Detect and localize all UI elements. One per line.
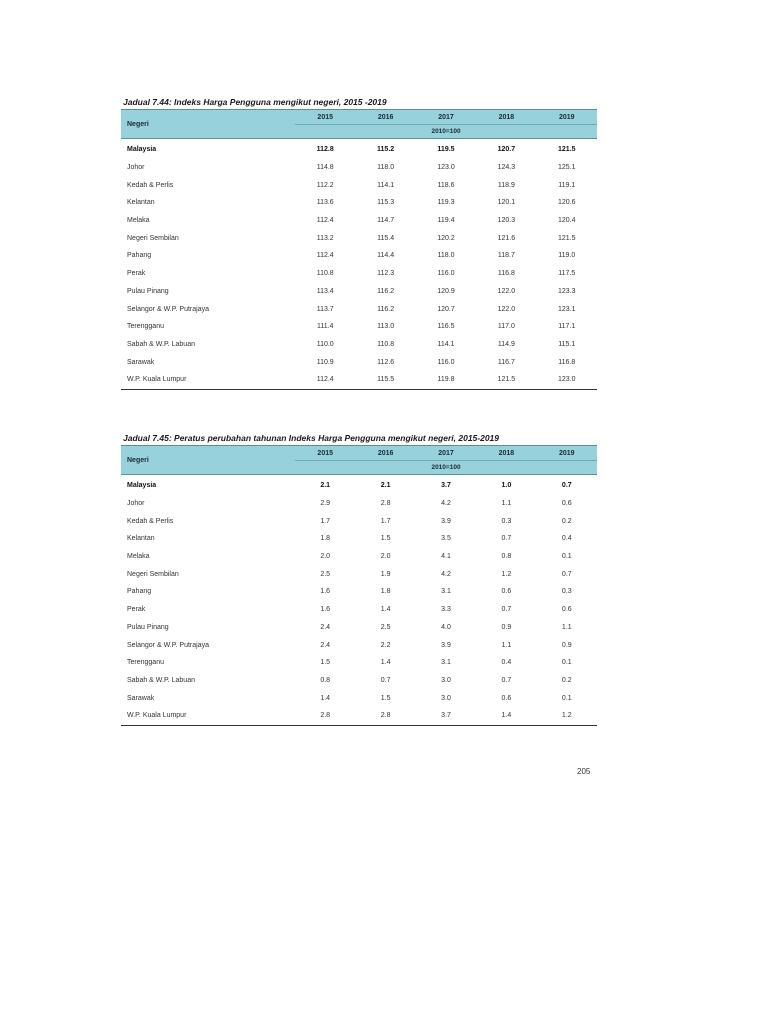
state-name: Sarawak xyxy=(127,694,155,702)
cpi-change-table xyxy=(121,432,597,726)
value-cell-2019: 0.6 xyxy=(561,606,572,614)
value-cell-2019: 121.5 xyxy=(558,146,576,154)
base-year-label: 2010=100 xyxy=(295,125,597,139)
value-cell-2016: 113.0 xyxy=(377,323,395,331)
state-name: Negeri Sembilan xyxy=(127,570,179,578)
value-cell-2019: 0.3 xyxy=(561,588,572,596)
value-cell-2015: 2.9 xyxy=(320,500,331,508)
value-cell-2017: 4.2 xyxy=(441,570,451,578)
value-cell-2017: 123.0 xyxy=(437,164,455,172)
value-cell-2019: 125.1 xyxy=(558,164,576,172)
table-row xyxy=(121,672,597,690)
value-cell-2018: 120.3 xyxy=(497,217,516,225)
value-cell-2015: 2.5 xyxy=(320,570,331,578)
value-cell-2015: 112.8 xyxy=(316,146,334,154)
value-cell-2019: 117.1 xyxy=(558,323,576,331)
year-header: 2017 xyxy=(416,446,476,461)
cpi-index-table xyxy=(121,96,597,390)
value-cell-2015: 1.4 xyxy=(320,694,331,702)
value-cell-2015: 2.4 xyxy=(320,623,331,631)
state-name: Malaysia xyxy=(127,482,157,490)
value-cell-2015: 110.0 xyxy=(316,340,334,348)
year-header: 2015 xyxy=(295,110,355,125)
value-cell-2016: 1.4 xyxy=(380,606,391,614)
data-table xyxy=(121,109,597,390)
table-row xyxy=(121,353,597,371)
state-name: W.P. Kuala Lumpur xyxy=(121,707,295,725)
value-cell-2016: 0.7 xyxy=(380,676,391,684)
value-cell-2015: 1.8 xyxy=(320,535,331,543)
state-name: Melaka xyxy=(127,217,150,225)
value-cell-2016: 115.4 xyxy=(377,234,395,242)
value-cell-2015: 113.6 xyxy=(316,199,334,207)
value-cell-2016: 2.1 xyxy=(380,482,391,490)
table-row xyxy=(121,247,597,265)
table-caption: Jadual 7.44: Indeks Harga Pengguna mengikut negeri, 2015 -2019 xyxy=(123,97,387,107)
value-cell-2018: 117.0 xyxy=(497,323,515,331)
value-cell-2018: 1.2 xyxy=(501,570,512,578)
value-cell-2016: 115.3 xyxy=(377,199,395,207)
state-name: Sarawak xyxy=(127,358,155,366)
value-cell-2016: 115.5 xyxy=(355,371,415,389)
value-cell-2018: 1.0 xyxy=(501,482,512,490)
value-cell-2018: 1.1 xyxy=(501,500,512,508)
state-name: Negeri Sembilan xyxy=(127,234,179,242)
page-number: 205 xyxy=(577,767,591,776)
value-cell-2015: 2.8 xyxy=(295,707,355,725)
state-name: Pulau Pinang xyxy=(127,287,169,295)
value-cell-2019: 0.4 xyxy=(561,535,572,543)
table-row xyxy=(121,265,597,283)
value-cell-2019: 119.0 xyxy=(558,252,576,260)
value-cell-2016: 118.0 xyxy=(377,164,395,172)
row-header: Negeri xyxy=(121,446,295,475)
value-cell-2016: 2.2 xyxy=(380,641,391,649)
year-header: 2018 xyxy=(476,110,536,125)
value-cell-2018: 122.0 xyxy=(497,305,516,313)
value-cell-2018: 120.7 xyxy=(497,146,516,154)
value-cell-2018: 0.4 xyxy=(501,659,512,667)
value-cell-2015: 112.4 xyxy=(316,252,334,260)
value-cell-2017: 116.0 xyxy=(437,358,455,366)
state-name: Terengganu xyxy=(127,659,164,667)
table-caption: Jadual 7.45: Peratus perubahan tahunan Indeks Harga Pengguna mengikut negeri, 2015-2019 xyxy=(123,433,500,443)
table-row xyxy=(121,371,597,389)
value-cell-2017: 120.7 xyxy=(437,305,455,313)
table-body xyxy=(121,475,597,726)
table-row xyxy=(121,512,597,530)
value-cell-2018: 122.0 xyxy=(497,287,516,295)
value-cell-2017: 3.3 xyxy=(441,606,451,614)
value-cell-2017: 3.0 xyxy=(441,694,451,702)
value-cell-2016: 114.1 xyxy=(377,181,395,189)
value-cell-2015: 0.8 xyxy=(320,676,331,684)
table-row xyxy=(121,619,597,637)
value-cell-2017: 3.1 xyxy=(441,588,451,596)
value-cell-2015: 114.8 xyxy=(316,164,334,172)
value-cell-2018: 121.6 xyxy=(497,234,516,242)
value-cell-2015: 110.8 xyxy=(316,270,334,278)
value-cell-2015: 110.9 xyxy=(316,358,334,366)
value-cell-2017: 120.2 xyxy=(437,234,455,242)
value-cell-2015: 1.5 xyxy=(320,659,331,667)
value-cell-2018: 120.1 xyxy=(497,199,516,207)
table-body xyxy=(121,139,597,390)
value-cell-2016: 114.7 xyxy=(377,217,395,225)
state-name: Pahang xyxy=(127,252,152,260)
table-row xyxy=(121,495,597,513)
value-cell-2019: 0.6 xyxy=(561,500,572,508)
value-cell-2015: 113.7 xyxy=(316,305,334,313)
value-cell-2018: 0.8 xyxy=(501,553,512,561)
value-cell-2017: 4.0 xyxy=(441,623,451,631)
table-row xyxy=(121,689,597,707)
value-cell-2019: 0.1 xyxy=(561,694,572,702)
year-header: 2019 xyxy=(537,446,597,461)
table-row xyxy=(121,139,597,159)
value-cell-2017: 116.5 xyxy=(437,323,455,331)
value-cell-2019: 117.5 xyxy=(558,270,576,278)
value-cell-2015: 113.4 xyxy=(316,287,334,295)
state-name: Malaysia xyxy=(127,146,157,154)
value-cell-2017: 118.6 xyxy=(437,181,455,189)
year-header: 2016 xyxy=(355,110,415,125)
state-name: Melaka xyxy=(127,553,150,561)
table-row xyxy=(121,530,597,548)
value-cell-2016: 2.8 xyxy=(380,500,391,508)
value-cell-2016: 112.6 xyxy=(377,358,395,366)
value-cell-2015: 2.0 xyxy=(320,553,331,561)
value-cell-2018: 116.8 xyxy=(497,270,515,278)
value-cell-2017: 119.3 xyxy=(437,199,455,207)
state-name: Kedah & Perlis xyxy=(127,517,174,525)
year-header: 2015 xyxy=(295,446,355,461)
value-cell-2017: 3.9 xyxy=(441,517,451,525)
value-cell-2019: 0.2 xyxy=(561,676,572,684)
table-row xyxy=(121,336,597,354)
table-row xyxy=(121,707,597,725)
value-cell-2019: 0.1 xyxy=(561,553,572,561)
state-name: Perak xyxy=(127,270,146,278)
value-cell-2016: 116.2 xyxy=(377,287,395,295)
value-cell-2016: 1.4 xyxy=(380,659,391,667)
state-name: Selangor & W.P. Putrajaya xyxy=(127,641,209,649)
value-cell-2016: 1.7 xyxy=(380,517,391,525)
table-row xyxy=(121,475,597,495)
year-header: 2017 xyxy=(416,110,476,125)
value-cell-2017: 116.0 xyxy=(437,270,455,278)
data-table xyxy=(121,445,597,726)
value-cell-2015: 2.1 xyxy=(320,482,331,490)
state-name: Terengganu xyxy=(127,323,164,331)
value-cell-2015: 112.4 xyxy=(316,217,334,225)
value-cell-2015: 113.2 xyxy=(316,234,334,242)
value-cell-2017: 3.7 xyxy=(416,707,476,725)
value-cell-2016: 2.5 xyxy=(380,623,391,631)
value-cell-2016: 2.0 xyxy=(380,553,391,561)
value-cell-2017: 4.2 xyxy=(441,500,451,508)
state-name: Pahang xyxy=(127,588,152,596)
state-name: Kelantan xyxy=(127,199,155,207)
value-cell-2018: 118.7 xyxy=(497,252,515,260)
value-cell-2018: 114.9 xyxy=(497,340,515,348)
value-cell-2016: 112.3 xyxy=(377,270,395,278)
value-cell-2017: 3.5 xyxy=(441,535,451,543)
state-name: Pulau Pinang xyxy=(127,623,169,631)
value-cell-2017: 114.1 xyxy=(437,340,455,348)
value-cell-2019: 123.3 xyxy=(558,287,576,295)
value-cell-2019: 120.4 xyxy=(558,217,576,225)
value-cell-2019: 123.1 xyxy=(558,305,576,313)
base-year-label: 2010=100 xyxy=(295,461,597,475)
value-cell-2018: 0.3 xyxy=(501,517,512,525)
value-cell-2015: 2.4 xyxy=(320,641,331,649)
value-cell-2017: 4.1 xyxy=(441,553,451,561)
value-cell-2018: 121.5 xyxy=(476,371,536,389)
value-cell-2017: 119.8 xyxy=(416,371,476,389)
state-name: W.P. Kuala Lumpur xyxy=(121,371,295,389)
table-row xyxy=(121,318,597,336)
value-cell-2018: 118.9 xyxy=(497,181,515,189)
value-cell-2015: 1.6 xyxy=(320,606,331,614)
value-cell-2018: 1.1 xyxy=(501,641,512,649)
state-name: Johor xyxy=(127,500,145,508)
value-cell-2019: 0.2 xyxy=(561,517,572,525)
state-name: Sabah & W.P. Labuan xyxy=(127,340,195,348)
state-name: Sabah & W.P. Labuan xyxy=(127,676,195,684)
value-cell-2018: 0.9 xyxy=(501,623,512,631)
value-cell-2018: 1.4 xyxy=(476,707,536,725)
value-cell-2016: 114.4 xyxy=(377,252,395,260)
value-cell-2017: 120.9 xyxy=(437,287,455,295)
value-cell-2015: 1.6 xyxy=(320,588,331,596)
value-cell-2017: 119.4 xyxy=(437,217,455,225)
value-cell-2019: 0.7 xyxy=(561,570,572,578)
value-cell-2015: 1.7 xyxy=(320,517,331,525)
value-cell-2018: 0.6 xyxy=(501,588,512,596)
value-cell-2016: 110.8 xyxy=(377,340,395,348)
table-row xyxy=(121,283,597,301)
state-name: Kelantan xyxy=(127,535,155,543)
value-cell-2017: 3.1 xyxy=(441,659,451,667)
value-cell-2015: 112.4 xyxy=(295,371,355,389)
value-cell-2016: 2.8 xyxy=(355,707,415,725)
value-cell-2018: 0.7 xyxy=(501,535,512,543)
row-header: Negeri xyxy=(121,110,295,139)
value-cell-2019: 123.0 xyxy=(537,371,597,389)
table-row xyxy=(121,601,597,619)
table-row xyxy=(121,300,597,318)
value-cell-2017: 119.5 xyxy=(437,146,455,154)
value-cell-2015: 111.4 xyxy=(316,323,334,331)
table-row xyxy=(121,159,597,177)
value-cell-2016: 1.5 xyxy=(380,694,391,702)
value-cell-2016: 1.9 xyxy=(380,570,391,578)
value-cell-2018: 124.3 xyxy=(497,164,516,172)
value-cell-2019: 119.1 xyxy=(558,181,576,189)
value-cell-2018: 0.7 xyxy=(501,606,512,614)
value-cell-2019: 115.1 xyxy=(558,340,576,348)
value-cell-2016: 115.2 xyxy=(377,146,395,154)
year-header: 2019 xyxy=(537,110,597,125)
value-cell-2018: 0.7 xyxy=(501,676,512,684)
value-cell-2019: 0.9 xyxy=(561,641,572,649)
value-cell-2015: 112.2 xyxy=(316,181,334,189)
table-row xyxy=(121,583,597,601)
value-cell-2019: 121.5 xyxy=(558,234,576,242)
state-name: Johor xyxy=(127,164,145,172)
value-cell-2017: 118.0 xyxy=(437,252,455,260)
value-cell-2019: 1.1 xyxy=(561,623,572,631)
table-row xyxy=(121,229,597,247)
value-cell-2019: 120.6 xyxy=(558,199,576,207)
state-name: Perak xyxy=(127,606,146,614)
value-cell-2016: 116.2 xyxy=(377,305,395,313)
value-cell-2016: 1.5 xyxy=(380,535,391,543)
table-row xyxy=(121,654,597,672)
value-cell-2019: 0.7 xyxy=(561,482,572,490)
table-row xyxy=(121,636,597,654)
value-cell-2019: 0.1 xyxy=(561,659,572,667)
table-row xyxy=(121,194,597,212)
state-name: Kedah & Perlis xyxy=(127,181,174,189)
value-cell-2017: 3.9 xyxy=(441,641,451,649)
state-name: Selangor & W.P. Putrajaya xyxy=(127,305,209,313)
table-row xyxy=(121,212,597,230)
table-row xyxy=(121,548,597,566)
year-header: 2018 xyxy=(476,446,536,461)
table-row xyxy=(121,176,597,194)
value-cell-2017: 3.0 xyxy=(441,676,451,684)
table-row xyxy=(121,565,597,583)
year-header: 2016 xyxy=(355,446,415,461)
value-cell-2018: 116.7 xyxy=(497,358,515,366)
value-cell-2018: 0.6 xyxy=(501,694,512,702)
value-cell-2017: 3.7 xyxy=(441,482,451,490)
value-cell-2016: 1.8 xyxy=(380,588,391,596)
value-cell-2019: 116.8 xyxy=(558,358,576,366)
value-cell-2019: 1.2 xyxy=(537,707,597,725)
